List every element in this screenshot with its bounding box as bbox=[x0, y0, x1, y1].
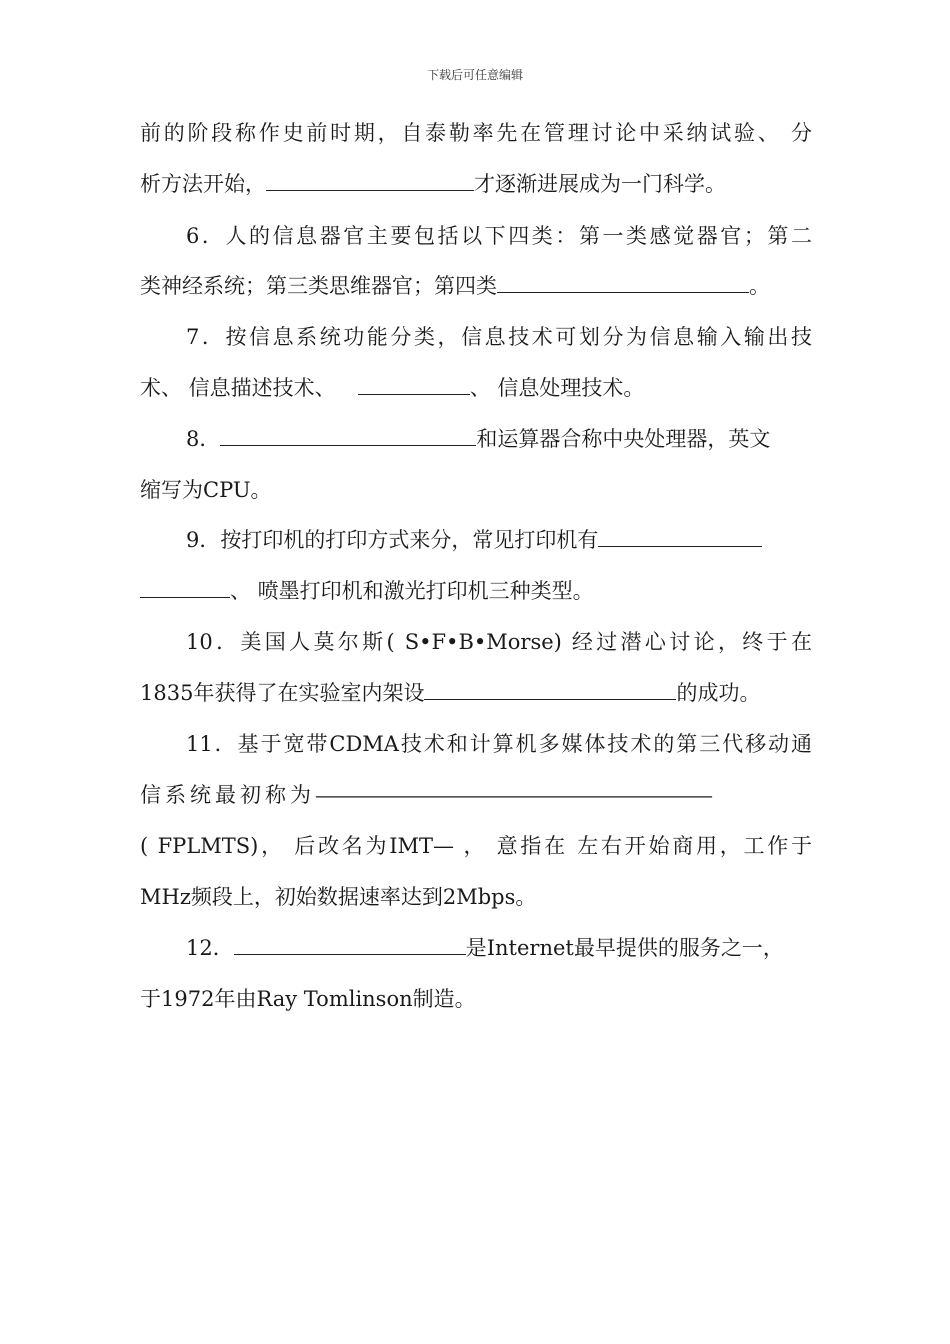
answer-blank-9b[interactable] bbox=[140, 578, 230, 598]
text-segment: 1835年获得了在实验室内架设 bbox=[140, 681, 425, 705]
text-line-8: 缩写为CPU。 bbox=[140, 478, 272, 502]
text-segment: 是Internet最早提供的服务之一， bbox=[465, 936, 784, 960]
text-line-10 bbox=[140, 578, 812, 604]
text-line-9 bbox=[186, 527, 812, 553]
text-line-16: MHz频段上，初始数据速率达到2Mbps。 bbox=[140, 885, 537, 909]
text-line-18: 于1972年由Ray Tomlinson制造。 bbox=[140, 987, 476, 1011]
text-line-2 bbox=[140, 171, 812, 197]
text-segment: 8． bbox=[186, 427, 221, 451]
text-segment: 析方法开始， bbox=[140, 172, 266, 196]
answer-blank-8[interactable] bbox=[220, 426, 476, 446]
text-line-4 bbox=[140, 273, 812, 299]
text-line-3: 6．人的信息器官主要包括以下四类：第一类感觉器官；第二 bbox=[186, 224, 812, 248]
answer-blank-11a[interactable]: —————————————————————— bbox=[315, 783, 711, 807]
answer-blank-9a[interactable] bbox=[598, 527, 762, 547]
text-segment: 的成功。 bbox=[676, 681, 761, 705]
text-line-11: 10．美国人莫尔斯( S•F•B•Morse) 经过潜心讨论，终于在 bbox=[186, 630, 812, 654]
text-segment: 和运算器合称中央处理器，英文 bbox=[476, 427, 771, 451]
answer-blank-10[interactable] bbox=[424, 680, 676, 700]
text-line-12 bbox=[140, 680, 812, 706]
text-segment: 12． bbox=[186, 936, 234, 960]
text-line-1: 前的阶段称作史前时期，自泰勒率先在管理讨论中采纳试验、 分 bbox=[140, 121, 812, 145]
text-line-5: 7．按信息系统功能分类，信息技术可划分为信息输入输出技 bbox=[186, 325, 812, 349]
text-line-6 bbox=[140, 375, 812, 401]
text-line-15: ( FPLMTS)， 后改名为IMT— ， 意指在 左右开始商用，工作于 bbox=[140, 834, 812, 858]
text-segment: 信系统最初称为 bbox=[140, 783, 315, 807]
text-segment: 术、 信息描述技术、 bbox=[140, 376, 336, 400]
text-line-14 bbox=[140, 782, 812, 808]
text-segment: 才逐渐进展成为一门科学。 bbox=[474, 172, 726, 196]
text-segment: 类神经系统；第三类思维器官；第四类 bbox=[140, 274, 497, 298]
page-header: 下载后可任意编辑 bbox=[426, 68, 523, 82]
text-line-7 bbox=[186, 426, 812, 452]
text-segment: 、 喷墨打印机和激光打印机三种类型。 bbox=[230, 579, 594, 603]
answer-blank-5[interactable] bbox=[266, 171, 474, 191]
text-line-17 bbox=[186, 935, 812, 961]
answer-blank-12[interactable] bbox=[234, 935, 466, 955]
text-segment: 。 bbox=[749, 274, 770, 298]
text-line-13: 11．基于宽带CDMA技术和计算机多媒体技术的第三代移动通 bbox=[186, 732, 812, 756]
text-segment: 、 信息处理技术。 bbox=[469, 376, 645, 400]
answer-blank-6[interactable] bbox=[497, 273, 749, 293]
text-segment: 9．按打印机的打印方式来分，常见打印机有 bbox=[186, 528, 599, 552]
answer-blank-7[interactable] bbox=[358, 375, 470, 395]
